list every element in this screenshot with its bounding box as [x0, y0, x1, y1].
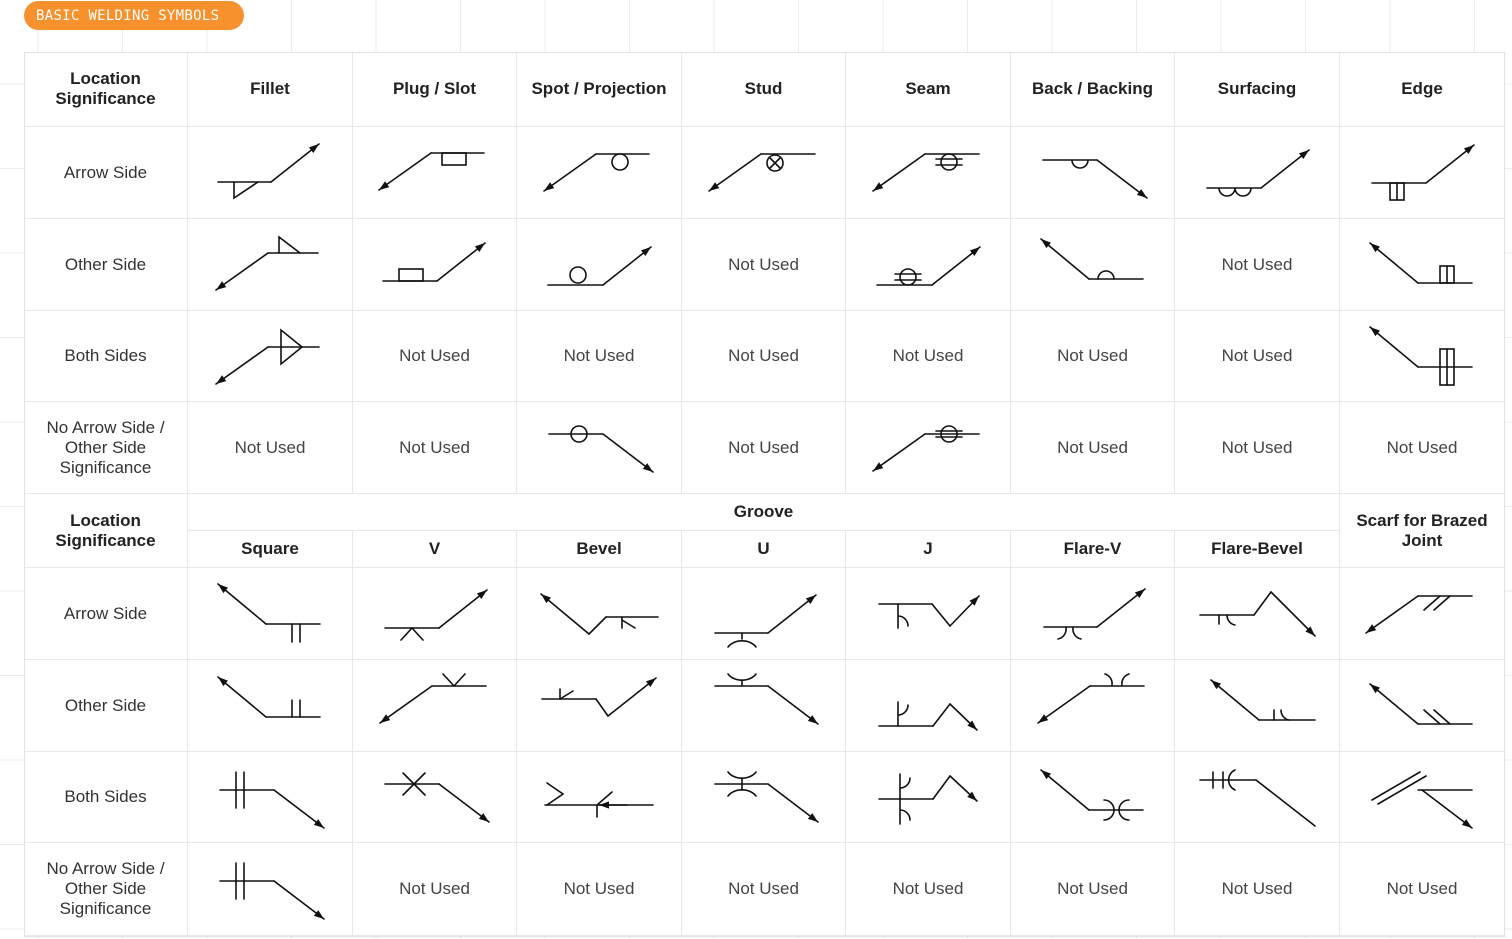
row-label-arrow-2-text: Arrow Side — [63, 603, 148, 623]
symbol-bevel-both-symbol — [517, 752, 682, 843]
row-label-both-2 — [24, 752, 188, 843]
not-used-cell-text: Not Used — [892, 346, 964, 365]
row-label-other-2 — [24, 660, 188, 752]
symbol-edge-arrow — [1340, 127, 1505, 219]
row-label-both — [24, 311, 188, 402]
symbol-spot-arrow — [517, 127, 682, 219]
symbol-seam-none-symbol — [846, 402, 1011, 494]
symbol-plug-other-symbol — [353, 219, 517, 311]
row-label-other-text: Other Side — [64, 254, 147, 274]
column-header-spot-projection-text: Spot / Projection — [531, 79, 667, 98]
symbol-seam-arrow-symbol — [846, 127, 1011, 219]
symbol-plug-arrow-symbol — [353, 127, 517, 219]
not-used-cell — [682, 843, 846, 936]
symbol-stud-arrow-symbol — [682, 127, 846, 219]
row-label-other — [24, 219, 188, 311]
symbol-back-other-symbol — [1011, 219, 1175, 311]
not-used-cell — [517, 843, 682, 936]
symbol-spot-none-symbol — [517, 402, 682, 494]
row-label-none-2-text: No Arrow Side / Other Side Significance — [46, 859, 165, 918]
symbol-bevel-arrow-symbol — [517, 568, 682, 660]
not-used-cell-text: Not Used — [399, 437, 470, 457]
symbol-scarf-both — [1340, 752, 1505, 843]
symbol-v-other-symbol — [353, 660, 517, 752]
row-label-none-2 — [24, 843, 188, 936]
symbol-fv-both — [1011, 752, 1175, 843]
symbol-bevel-other — [517, 660, 682, 752]
symbol-j-arrow — [846, 568, 1011, 660]
symbol-u-arrow — [682, 568, 846, 660]
symbol-fb-other-symbol — [1175, 660, 1340, 752]
symbol-fillet-other-symbol — [188, 219, 353, 311]
symbol-v-other — [353, 660, 517, 752]
column-header-v — [353, 531, 517, 568]
column-header-flare-bevel — [1175, 531, 1340, 568]
column-header-scarf — [1340, 494, 1505, 568]
symbol-seam-other-symbol — [846, 219, 1011, 311]
symbol-j-arrow-symbol — [846, 568, 1011, 660]
symbol-v-both — [353, 752, 517, 843]
symbol-u-both-symbol — [682, 752, 846, 843]
symbol-bevel-other-symbol — [517, 660, 682, 752]
row-label-arrow-text: Arrow Side — [63, 162, 148, 182]
symbol-edge-both — [1340, 311, 1505, 402]
column-header-u — [682, 531, 846, 568]
symbol-fb-arrow — [1175, 568, 1340, 660]
symbol-sq-none — [188, 843, 353, 936]
column-header-square — [188, 531, 353, 568]
not-used-cell — [1011, 311, 1175, 402]
column-header-u-text: U — [757, 539, 770, 558]
column-header-j — [846, 531, 1011, 568]
symbol-scarf-other-symbol — [1340, 660, 1505, 752]
symbol-plug-arrow — [353, 127, 517, 219]
not-used-cell — [1011, 843, 1175, 936]
not-used-cell — [517, 311, 682, 402]
symbol-u-arrow-symbol — [682, 568, 846, 660]
symbol-back-other — [1011, 219, 1175, 311]
symbol-j-other — [846, 660, 1011, 752]
row-label-none — [24, 402, 188, 494]
column-header-seam — [846, 52, 1011, 127]
symbol-v-arrow — [353, 568, 517, 660]
row-label-arrow-2 — [24, 568, 188, 660]
symbol-sq-none-symbol — [188, 843, 353, 936]
column-header-bevel — [517, 531, 682, 568]
location-significance-header-2-text: Location Significance — [55, 510, 156, 550]
symbol-edge-other-symbol — [1340, 219, 1505, 311]
not-used-cell-text: Not Used — [728, 254, 799, 274]
symbol-j-other-symbol — [846, 660, 1011, 752]
location-significance-header-text: Location Significance — [55, 69, 156, 108]
not-used-cell — [353, 402, 517, 494]
not-used-cell-text: Not Used — [234, 437, 306, 457]
not-used-cell-text: Not Used — [399, 346, 470, 365]
row-label-other-2-text: Other Side — [64, 695, 147, 715]
column-header-surfacing-text: Surfacing — [1217, 79, 1297, 98]
symbol-back-arrow-symbol — [1011, 127, 1175, 219]
not-used-cell-text: Not Used — [892, 879, 964, 898]
symbol-spot-arrow-symbol — [517, 127, 682, 219]
symbol-fv-other — [1011, 660, 1175, 752]
symbol-spot-other — [517, 219, 682, 311]
column-header-back-backing — [1011, 52, 1175, 127]
symbol-fb-both-symbol — [1175, 752, 1340, 843]
column-header-v-text: V — [428, 539, 441, 558]
not-used-cell-text: Not Used — [1221, 879, 1293, 898]
symbol-bevel-arrow — [517, 568, 682, 660]
symbol-spot-none — [517, 402, 682, 494]
not-used-cell — [1175, 843, 1340, 936]
column-header-bevel-text: Bevel — [576, 539, 622, 558]
column-header-fillet — [188, 52, 353, 127]
symbol-fillet-arrow-symbol — [188, 127, 353, 219]
symbol-fv-arrow — [1011, 568, 1175, 660]
symbol-j-both-symbol — [846, 752, 1011, 843]
symbol-scarf-other — [1340, 660, 1505, 752]
not-used-cell — [1011, 402, 1175, 494]
symbol-fillet-both — [188, 311, 353, 402]
groove-header-text: Groove — [733, 502, 794, 521]
symbol-sq-both-symbol — [188, 752, 353, 843]
row-label-none-text: No Arrow Side / Other Side Significance — [46, 417, 165, 477]
column-header-stud — [682, 52, 846, 127]
symbol-back-arrow — [1011, 127, 1175, 219]
symbol-edge-both-symbol — [1340, 311, 1505, 402]
symbol-sq-arrow-symbol — [188, 568, 353, 660]
symbol-v-arrow-symbol — [353, 568, 517, 660]
location-significance-header-2 — [24, 494, 188, 568]
row-label-arrow — [24, 127, 188, 219]
column-header-back-backing-text: Back / Backing — [1032, 79, 1153, 98]
column-header-j-text: J — [923, 539, 933, 558]
not-used-cell — [1175, 402, 1340, 494]
column-header-scarf-text: Scarf for Brazed Joint — [1356, 510, 1488, 550]
column-header-edge — [1340, 52, 1505, 127]
symbol-fb-arrow-symbol — [1175, 568, 1340, 660]
symbol-spot-other-symbol — [517, 219, 682, 311]
not-used-cell-text: Not Used — [1057, 879, 1128, 898]
not-used-cell-text: Not Used — [1057, 346, 1128, 365]
row-label-both-text: Both Sides — [64, 346, 147, 365]
not-used-cell — [1175, 219, 1340, 311]
symbol-fv-other-symbol — [1011, 660, 1175, 752]
symbol-seam-none — [846, 402, 1011, 494]
symbol-v-both-symbol — [353, 752, 517, 843]
symbol-surf-arrow-symbol — [1175, 127, 1340, 219]
not-used-cell — [188, 402, 353, 494]
symbol-surf-arrow — [1175, 127, 1340, 219]
column-header-stud-text: Stud — [744, 79, 783, 98]
symbol-fv-arrow-symbol — [1011, 568, 1175, 660]
symbol-fv-both-symbol — [1011, 752, 1175, 843]
column-header-plug-slot-text: Plug / Slot — [392, 79, 477, 98]
not-used-cell-text: Not Used — [728, 437, 799, 457]
symbol-scarf-arrow-symbol — [1340, 568, 1505, 660]
not-used-cell — [682, 311, 846, 402]
row-label-both-2-text: Both Sides — [64, 787, 147, 806]
symbol-u-other-symbol — [682, 660, 846, 752]
column-header-surfacing — [1175, 52, 1340, 127]
column-header-flare-v-text: Flare-V — [1063, 539, 1122, 558]
column-header-fillet-text: Fillet — [250, 79, 290, 98]
symbol-fillet-other — [188, 219, 353, 311]
groove-header — [188, 494, 1340, 531]
symbol-fb-both — [1175, 752, 1340, 843]
not-used-cell-text: Not Used — [728, 879, 799, 898]
not-used-cell-text: Not Used — [399, 879, 470, 898]
not-used-cell — [353, 311, 517, 402]
not-used-cell — [1340, 843, 1505, 936]
column-header-edge-text: Edge — [1401, 79, 1443, 98]
symbol-fillet-arrow — [188, 127, 353, 219]
symbol-u-other — [682, 660, 846, 752]
symbol-seam-other — [846, 219, 1011, 311]
symbol-j-both — [846, 752, 1011, 843]
symbol-stud-arrow — [682, 127, 846, 219]
not-used-cell-text: Not Used — [1057, 437, 1128, 457]
column-header-spot-projection — [517, 52, 682, 127]
not-used-cell — [846, 843, 1011, 936]
column-header-square-text: Square — [241, 539, 299, 558]
symbol-scarf-both-symbol — [1340, 752, 1505, 843]
symbol-sq-both — [188, 752, 353, 843]
symbol-fillet-both-symbol — [188, 311, 353, 402]
symbol-sq-arrow — [188, 568, 353, 660]
column-header-plug-slot — [353, 52, 517, 127]
symbol-plug-other — [353, 219, 517, 311]
symbol-edge-other — [1340, 219, 1505, 311]
title-badge: BASIC WELDING SYMBOLS — [24, 1, 244, 30]
not-used-cell-text: Not Used — [563, 346, 635, 365]
not-used-cell-text: Not Used — [1386, 437, 1458, 457]
symbol-fb-other — [1175, 660, 1340, 752]
column-header-flare-bevel-text: Flare-Bevel — [1211, 539, 1303, 558]
not-used-cell-text: Not Used — [728, 346, 799, 365]
not-used-cell — [353, 843, 517, 936]
not-used-cell-text: Not Used — [1221, 437, 1293, 457]
not-used-cell-text: Not Used — [1221, 346, 1293, 365]
not-used-cell-text: Not Used — [1221, 254, 1293, 274]
symbol-seam-arrow — [846, 127, 1011, 219]
symbol-sq-other-symbol — [188, 660, 353, 752]
not-used-cell — [1175, 311, 1340, 402]
not-used-cell — [682, 402, 846, 494]
not-used-cell — [682, 219, 846, 311]
symbol-u-both — [682, 752, 846, 843]
column-header-seam-text: Seam — [905, 79, 951, 98]
location-significance-header — [24, 52, 188, 127]
column-header-flare-v — [1011, 531, 1175, 568]
symbol-edge-arrow-symbol — [1340, 127, 1505, 219]
symbol-sq-other — [188, 660, 353, 752]
symbol-bevel-both — [517, 752, 682, 843]
not-used-cell-text: Not Used — [563, 879, 635, 898]
not-used-cell — [1340, 402, 1505, 494]
symbol-scarf-arrow — [1340, 568, 1505, 660]
not-used-cell — [846, 311, 1011, 402]
not-used-cell-text: Not Used — [1386, 879, 1458, 898]
